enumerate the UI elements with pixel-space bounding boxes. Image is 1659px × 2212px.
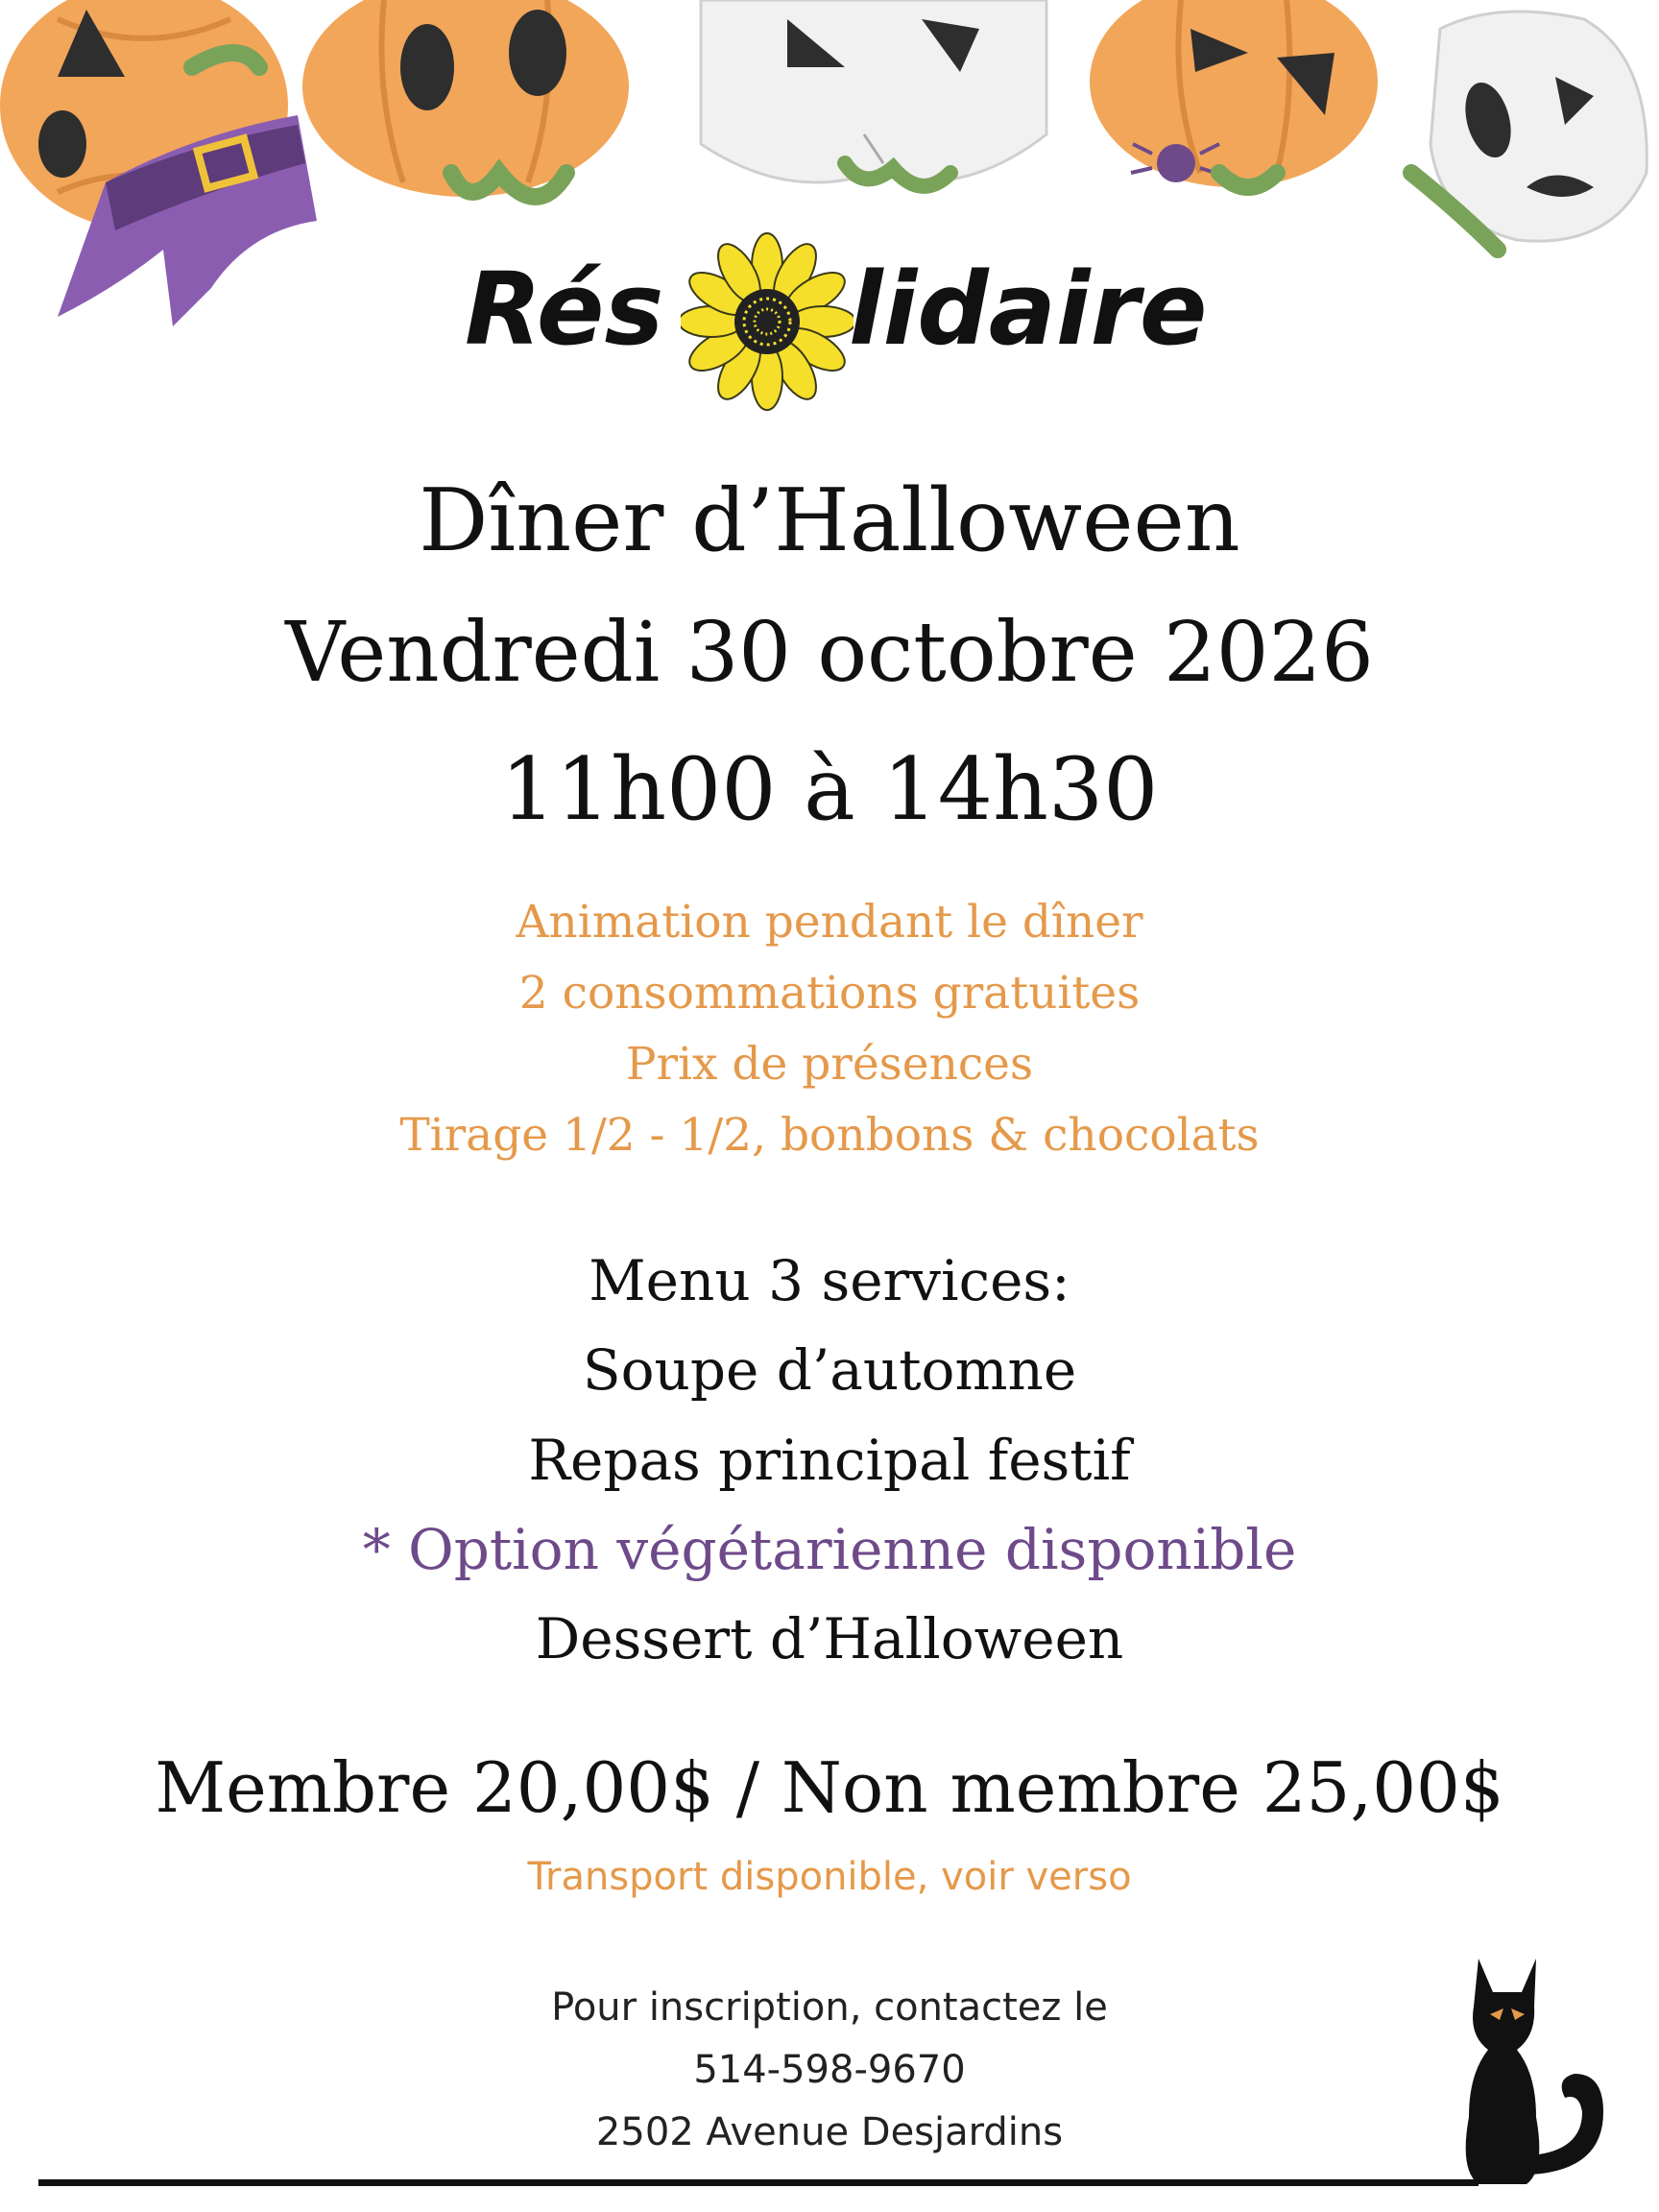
brand-logo [465,230,1214,422]
black-cat-icon [1440,1949,1623,2199]
sunflower-icon [681,230,854,413]
logo-text-right: lidaire [849,251,1208,368]
transport-note: Transport disponible, voir verso [527,1855,1132,1899]
event-title: Dîner d’Halloween [419,470,1240,571]
contact-intro: Pour inscription, contactez le [551,1985,1108,2030]
menu-soup: Soupe d’automne [582,1337,1077,1403]
event-date: Vendredi 30 octobre 2026 [285,605,1374,701]
logo-text-left: Rés [465,251,664,368]
activity-item: Tirage 1/2 - 1/2, bonbons & chocolats [399,1109,1260,1162]
pumpkin-witch-hat-icon [0,0,317,326]
pricing: Membre 20,00$ / Non membre 25,00$ [155,1747,1504,1828]
menu-main-course: Repas principal festif [528,1428,1131,1493]
menu-dessert: Dessert d’Halloween [535,1606,1124,1671]
menu-heading: Menu 3 services: [589,1248,1070,1313]
activity-item: Animation pendant le dîner [516,896,1143,949]
ghost-pumpkin-right-icon [1411,12,1647,250]
contact-address: 2502 Avenue Desjardins [595,2110,1064,2154]
contact-phone: 514-598-9670 [693,2048,966,2092]
jack-o-lantern-icon [302,0,629,197]
jack-o-lantern-spider-icon [1090,0,1378,187]
activity-item: Prix de présences [625,1038,1034,1091]
event-time: 11h00 à 14h30 [500,739,1159,840]
activity-item: 2 consommations gratuites [518,967,1141,1020]
ghost-pumpkin-icon [701,0,1046,186]
menu-vegetarian-option: * Option végétarienne disponible [362,1517,1297,1582]
bottom-divider [38,2179,1479,2186]
